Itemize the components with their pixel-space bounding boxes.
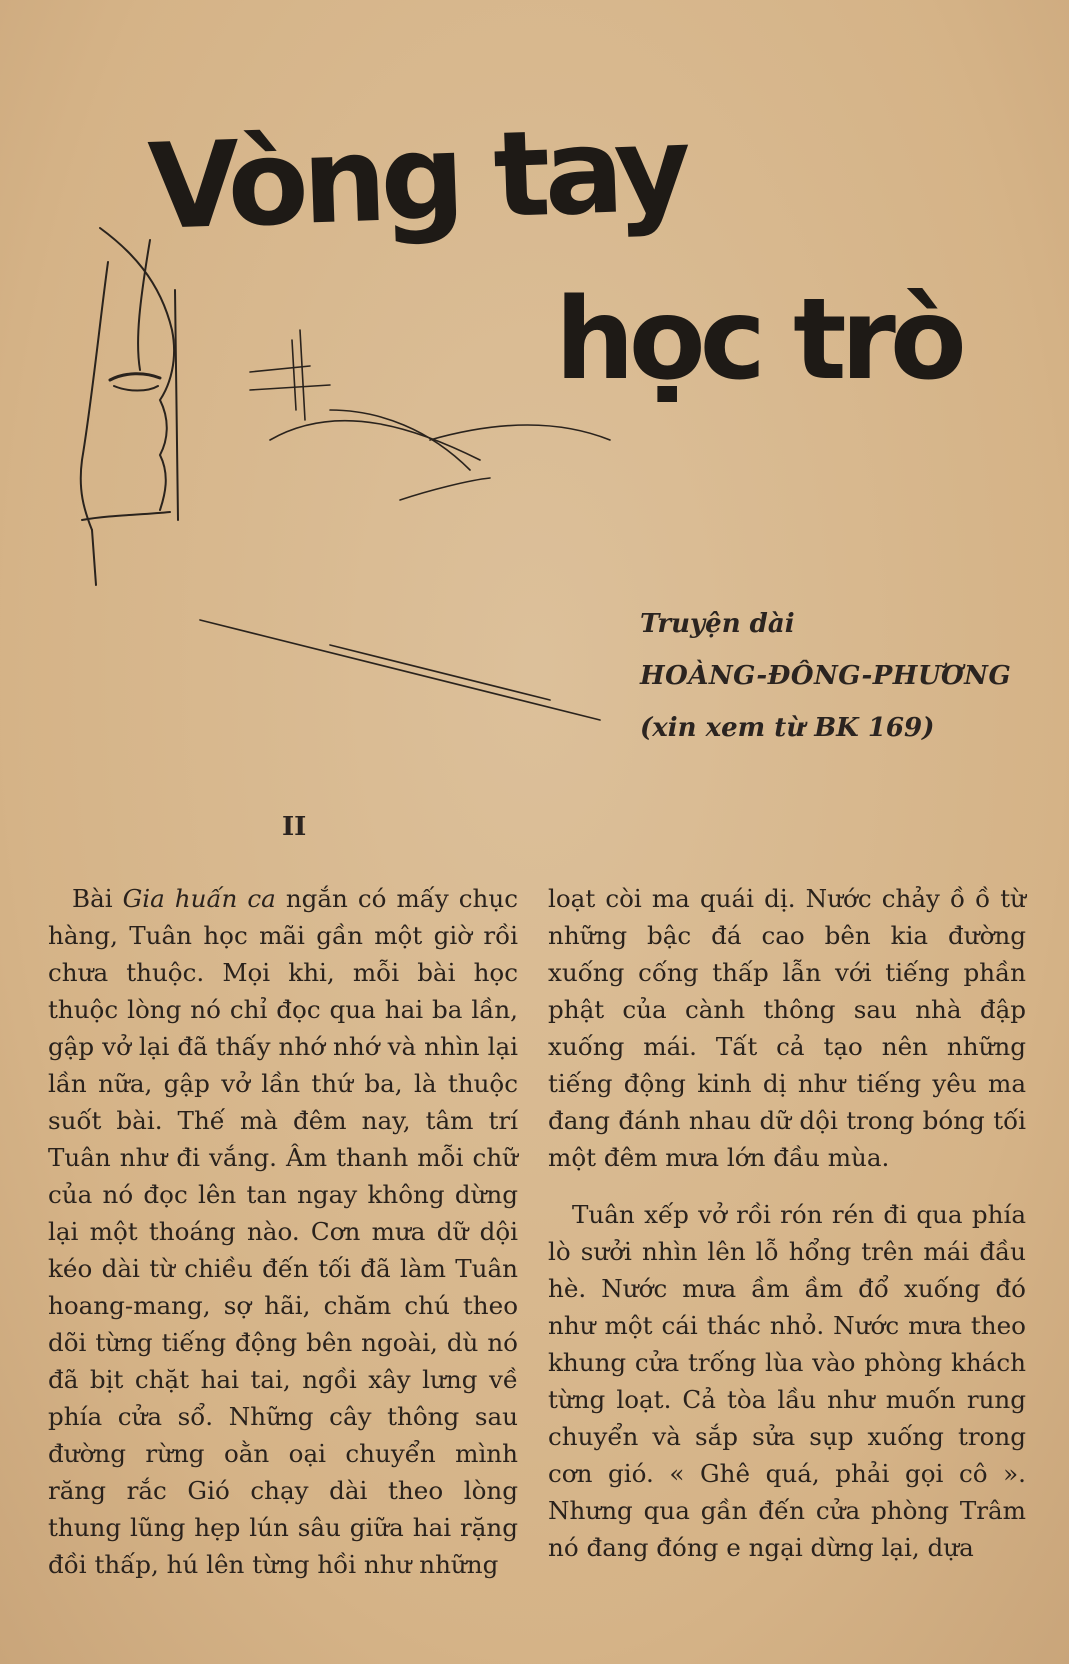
poem-title: Gia huấn ca <box>122 884 276 913</box>
author-name: HOÀNG-ĐÔNG-PHƯƠNG <box>640 661 1012 691</box>
chapter-number: II <box>282 812 307 842</box>
byline <box>640 598 1040 754</box>
paragraph: Tuân xếp vở rồi rón rén đi qua phía lò sưởi nhìn lên lỗ hổng trên mái đầu hè. Nước mưa ầm ầm đổ xuống đó như một cái thác nhỏ. Nước mưa theo khung cửa trống lùa vào phòng khách từng loạt. Cả tòa lầu như muốn rung chuyển và sắp sửa sụp xuống trong cơn gió. « Ghê quá, phải gọi cô ». Nhưng qua gần đến cửa phòng Trâm nó đang đóng e ngại dừng lại, dựa <box>548 1200 1026 1562</box>
title-line-1: Vòng tay <box>146 99 688 256</box>
profile-sketch <box>81 228 178 585</box>
decorative-strokes <box>200 330 610 720</box>
title-line-2: học trò <box>555 275 961 405</box>
paragraph-text: ngắn có mấy chục hàng, Tuân học mãi gần một giờ rồi chưa thuộc. Mọi khi, mỗi bài học thuộc lòng nó chỉ đọc qua hai ba lần, gập vở lại đã thấy nhớ nhớ và nhìn lại lần nữa, gập vở lần thứ ba, là thuộc suốt bài. Thế mà đêm nay, tâm trí Tuân như đi vắng. Âm thanh mỗi chữ của nó đọc lên tan ngay không dừng lại một thoáng nào. Cơn mưa dữ dội kéo dài từ chiều đến tối đã làm Tuân hoang-mang, sợ hãi, chăm chú theo dõi từng tiếng động bên ngoài, dù nó đã bịt chặt hai tai, ngồi xây lưng về phía cửa sổ. Những cây thông sau đường rừng oằn oại chuyển mình răng rắc Gió chạy dài theo lòng thung lũng hẹp lún sâu giữa hai rặng đồi thấp, hú lên từng hồi như những <box>48 884 518 1579</box>
text-column-right <box>548 880 1026 1566</box>
text-column-left <box>48 880 518 1583</box>
paragraph-text: Bài <box>72 884 123 913</box>
paragraph <box>48 880 518 1583</box>
story-genre: Truyện dài <box>640 609 795 639</box>
paragraph: loạt còi ma quái dị. Nước chảy ồ ồ từ những bậc đá cao bên kia đường xuống cống thấp lẫn với tiếng phần phật của cành thông sau nhà đập xuống mái. Tất cả tạo nên những tiếng động kinh dị như tiếng yêu ma đang đánh nhau dữ dội trong bóng tối một đêm mưa lớn đầu mùa. <box>548 884 1026 1172</box>
continuation-note: (xin xem từ BK 169) <box>640 713 935 743</box>
